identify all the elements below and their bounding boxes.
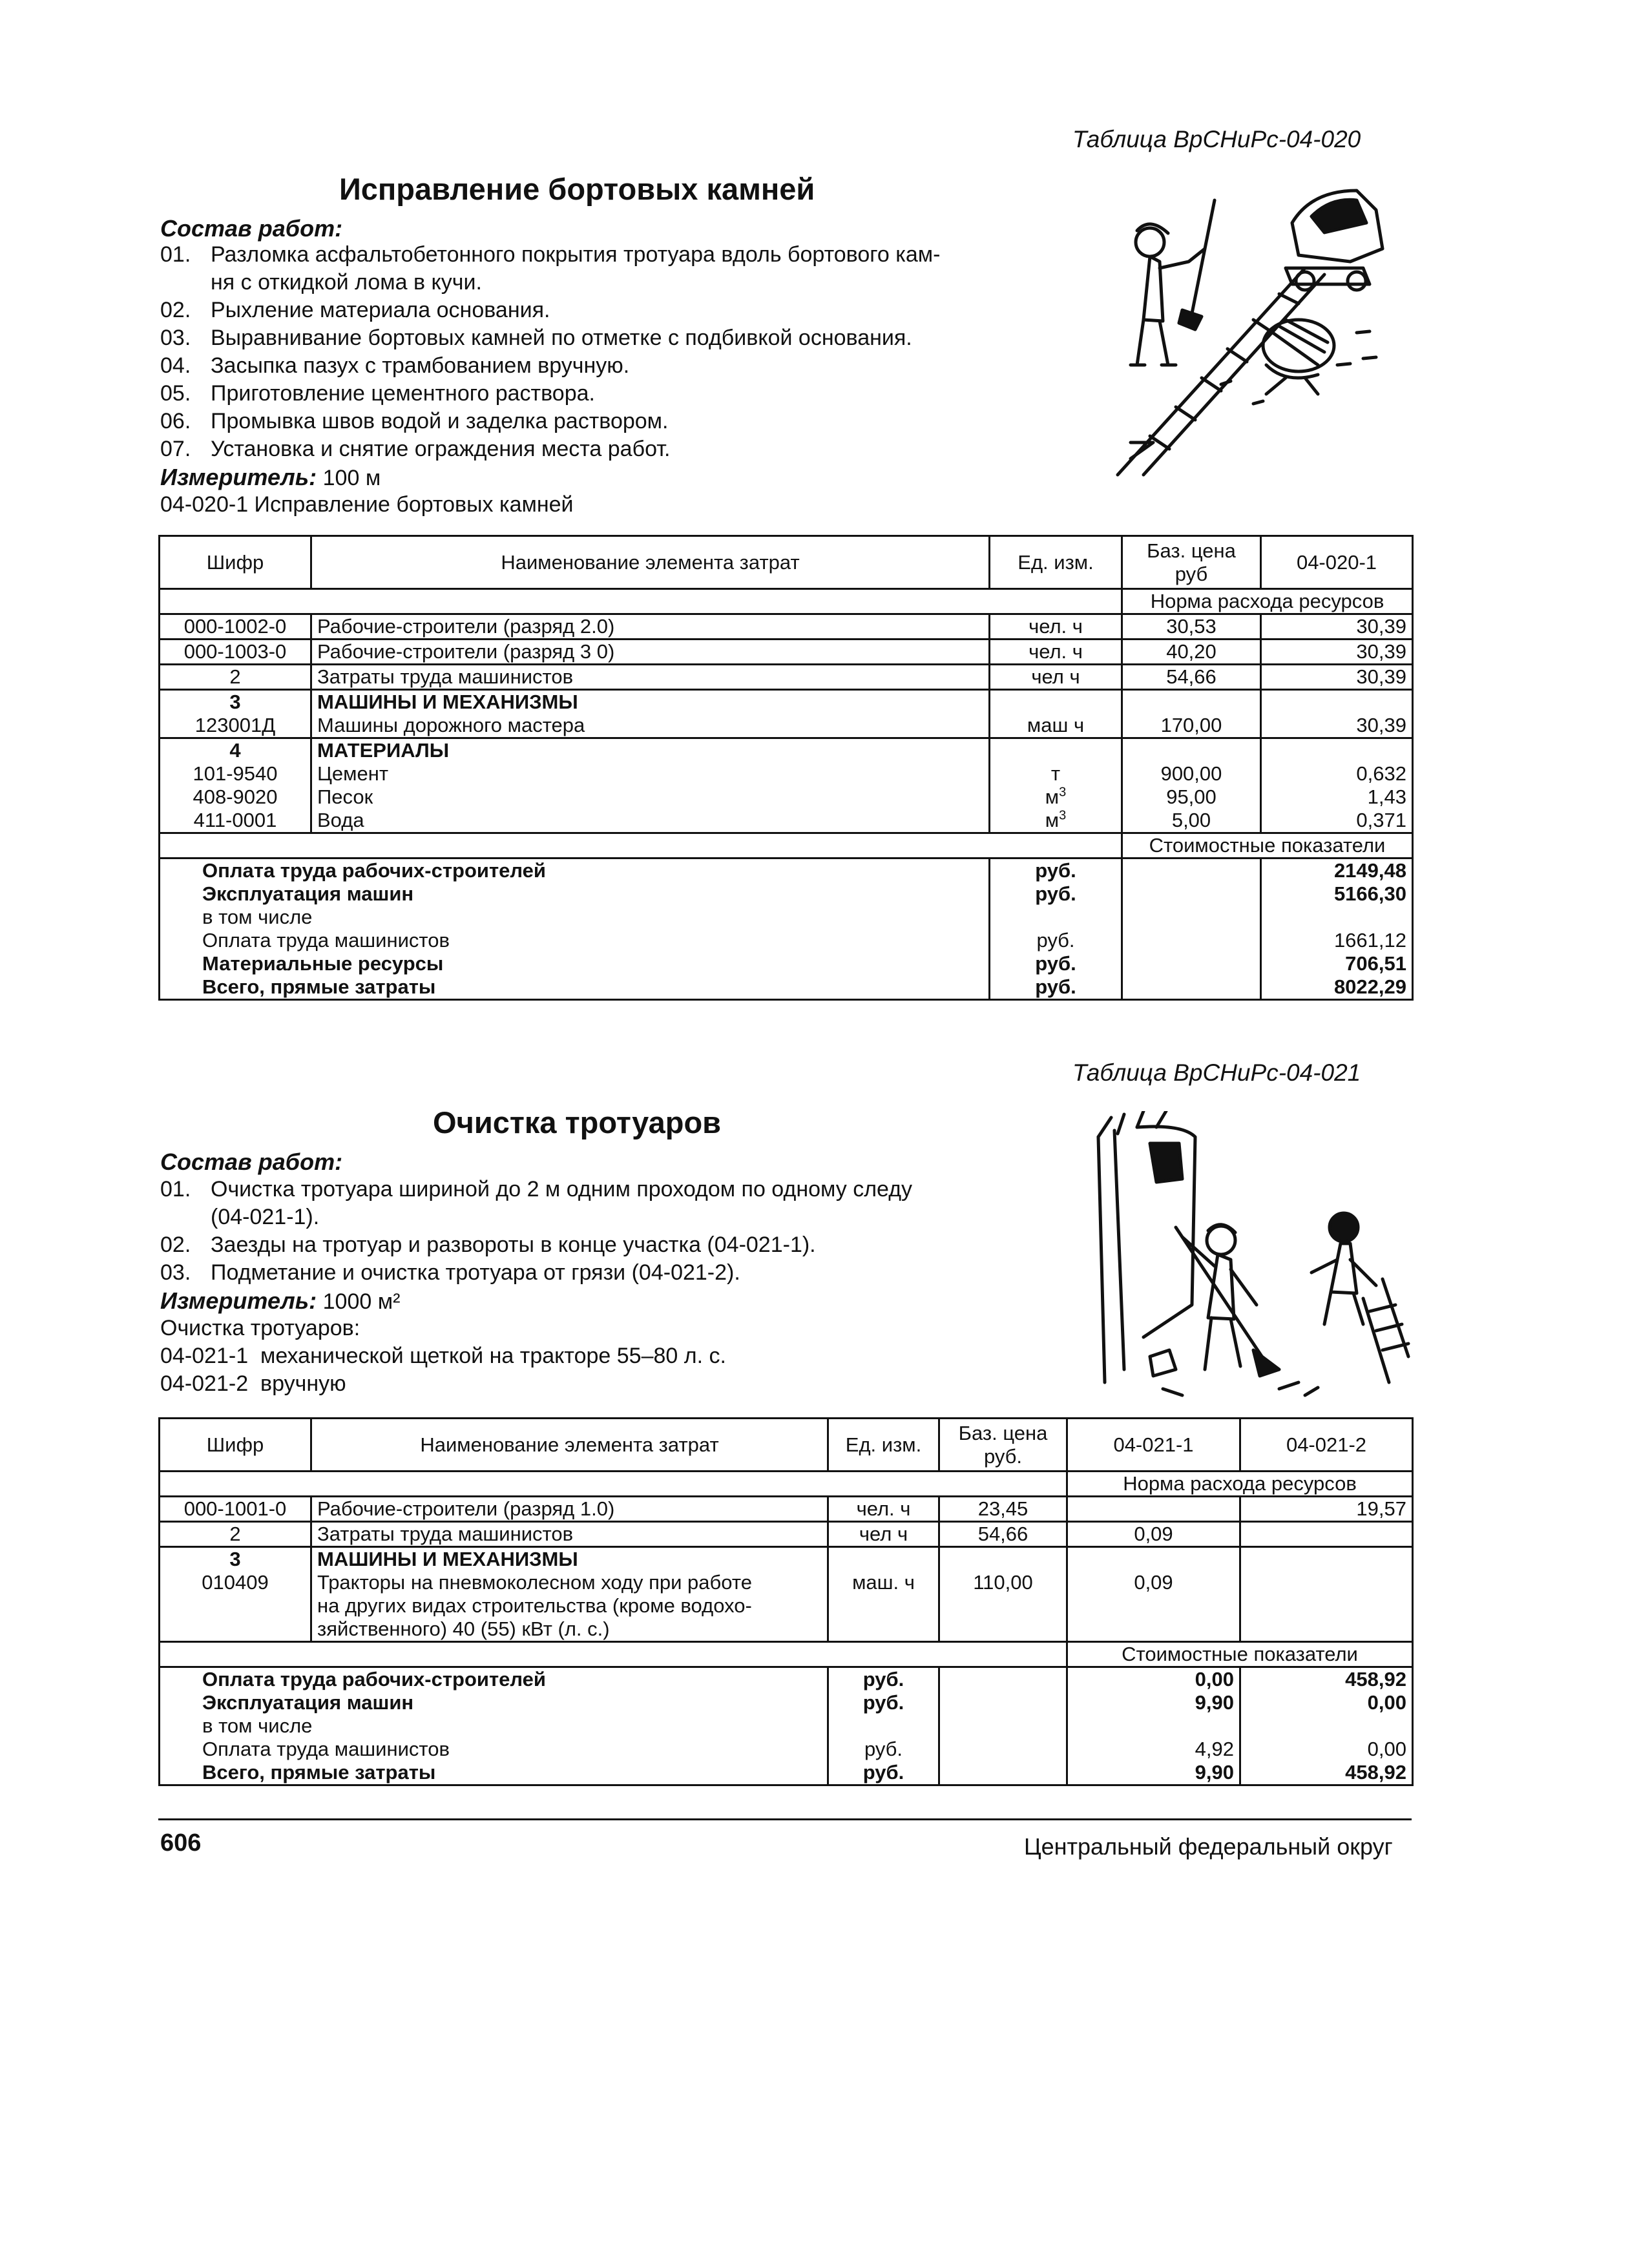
measure-value: 100 м	[322, 466, 381, 490]
header-unit: Ед. изм.	[828, 1419, 939, 1472]
work-item: 07. Установка и снятие ограждения места работ.	[160, 437, 671, 461]
work-item: (04-021-1).	[211, 1205, 320, 1229]
table-row: 2 Затраты труда машинистов чел ч 54,66 0,09	[160, 1522, 1413, 1547]
table-row: 010409 Тракторы на пневмоколесном ходу при работе на других видах строительства (кроме водохо- зяйственного) 40 (55) кВт (л. с.) маш. ч 110,00 0,09	[160, 1571, 1413, 1642]
table-row: 411-0001 Вода $м^3$ 5,00 0,371	[160, 809, 1413, 833]
sub-item: 04-021-1 механической щеткой на тракторе 55–80 л. с.	[160, 1344, 726, 1368]
table-code: Таблица ВрСНиРс-04-020	[1072, 126, 1361, 152]
cost-row: Оплата труда рабочих-строителей руб. 0,00 458,92	[160, 1667, 1413, 1692]
cost-label: Стоимостные показатели	[1067, 1642, 1413, 1667]
work-item: ня с откидкой лома в кучи.	[211, 270, 482, 295]
cost-row: Всего, прямые затраты руб. 8022,29	[160, 975, 1413, 1000]
measure-label: Измеритель:	[160, 1287, 317, 1314]
table-header-row	[160, 1419, 1413, 1472]
unit-superscript: 3	[1059, 808, 1067, 823]
table-code: Таблица ВрСНиРс-04-021	[1072, 1059, 1361, 1086]
table-row: 2 Затраты труда машинистов чел ч 54,66 30,39	[160, 665, 1413, 690]
cost-row: в том числе	[160, 1714, 1413, 1738]
table-row: 408-9020 Песок $м^3$ 95,00 1,43	[160, 785, 1413, 809]
section-title: Исправление бортовых камней	[339, 172, 815, 206]
measure	[160, 463, 381, 492]
header-col-04-021-2: 04-021-2	[1240, 1419, 1413, 1472]
page-number: 606	[160, 1829, 202, 1857]
header-name: Наименование элемента затрат	[311, 1419, 828, 1472]
footer-region: Центральный федеральный округ	[1024, 1833, 1393, 1860]
estimate-table-04-021	[158, 1417, 1414, 1786]
work-composition-label: Состав работ:	[160, 215, 343, 242]
work-item: 05. Приготовление цементного раствора.	[160, 381, 595, 406]
norm-header-row	[160, 589, 1413, 614]
subtitle: 04-020-1 Исправление бортовых камней	[160, 492, 574, 517]
work-item: 02. Рыхление материала основания.	[160, 298, 550, 322]
cost-row: Оплата труда машинистов руб. 4,92 0,00	[160, 1738, 1413, 1761]
cost-row: Материальные ресурсы руб. 706,51	[160, 952, 1413, 975]
header-col-04-020-1: 04-020-1	[1261, 536, 1413, 589]
norm-header-row	[160, 1472, 1413, 1497]
work-item: 03. Выравнивание бортовых камней по отметке с подбивкой основания.	[160, 326, 912, 350]
cost-row: Эксплуатация машин руб. 9,90 0,00	[160, 1691, 1413, 1714]
work-item: 06. Промывка швов водой и заделка раствором.	[160, 409, 669, 433]
section-title: Очистка тротуаров	[433, 1105, 722, 1139]
header-code: Шифр	[160, 536, 311, 589]
measure	[160, 1287, 400, 1316]
cost-header-row	[160, 833, 1413, 858]
measure-value: 1000 м²	[322, 1289, 401, 1314]
table-row: 123001Д Машины дорожного мастера маш ч 170,00 30,39	[160, 714, 1413, 738]
header-name: Наименование элемента затрат	[311, 536, 990, 589]
work-item: 03. Подметание и очистка тротуара от грязи (04-021-2).	[160, 1260, 740, 1285]
cost-row: Оплата труда рабочих-строителей руб. 2149,48	[160, 858, 1413, 883]
norm-label: Норма расхода ресурсов	[1067, 1472, 1413, 1497]
table-row: 4 МАТЕРИАЛЫ	[160, 738, 1413, 763]
work-item: 01. Очистка тротуара шириной до 2 м одним проходом по одному следу	[160, 1177, 913, 1202]
curb-repair-illustration	[1092, 171, 1415, 488]
work-composition-label: Состав работ:	[160, 1149, 343, 1175]
sub-item: 04-021-2 вручную	[160, 1371, 346, 1396]
table-header-row	[160, 536, 1413, 589]
cost-row: в том числе	[160, 906, 1413, 929]
work-item: 04. Засыпка пазух с трамбованием вручную.	[160, 353, 630, 378]
table-row: 000-1003-0 Рабочие-строители (разряд 3 0) чел. ч 40,20 30,39	[160, 640, 1413, 665]
footer-rule	[158, 1818, 1412, 1820]
work-list	[160, 1176, 1026, 1287]
header-unit: Ед. изм.	[990, 536, 1122, 589]
header-price: Баз. цена руб.	[939, 1419, 1067, 1472]
sidewalk-cleaning-illustration	[1085, 1111, 1415, 1402]
sub-intro: Очистка тротуаров:	[160, 1316, 360, 1340]
cost-header-row	[160, 1642, 1413, 1667]
cost-label: Стоимостные показатели	[1122, 833, 1413, 858]
unit-superscript: 3	[1059, 785, 1067, 800]
estimate-table-04-020	[158, 535, 1414, 1001]
work-item: 02. Заезды на тротуар и развороты в конце участка (04-021-1).	[160, 1233, 816, 1257]
table-row: 3 МАШИНЫ И МЕХАНИЗМЫ	[160, 1547, 1413, 1572]
header-price: Баз. цена руб	[1122, 536, 1261, 589]
cost-row: Эксплуатация машин руб. 5166,30	[160, 882, 1413, 906]
table-row: 000-1001-0 Рабочие-строители (разряд 1.0) чел. ч 23,45 19,57	[160, 1497, 1413, 1522]
cost-row: Всего, прямые затраты руб. 9,90 458,92	[160, 1761, 1413, 1785]
cost-row: Оплата труда машинистов руб. 1661,12	[160, 929, 1413, 952]
header-col-04-021-1: 04-021-1	[1067, 1419, 1240, 1472]
work-item: 01. Разломка асфальтобетонного покрытия тротуара вдоль бортового кам-	[160, 242, 941, 267]
header-code: Шифр	[160, 1419, 311, 1472]
norm-label: Норма расхода ресурсов	[1122, 589, 1413, 614]
table-row: 101-9540 Цемент т 900,00 0,632	[160, 762, 1413, 785]
table-row: 000-1002-0 Рабочие-строители (разряд 2.0) чел. ч 30,53 30,39	[160, 614, 1413, 640]
measure-label: Измеритель:	[160, 464, 317, 490]
table-row: 3 МАШИНЫ И МЕХАНИЗМЫ	[160, 690, 1413, 714]
work-list	[160, 241, 1026, 463]
